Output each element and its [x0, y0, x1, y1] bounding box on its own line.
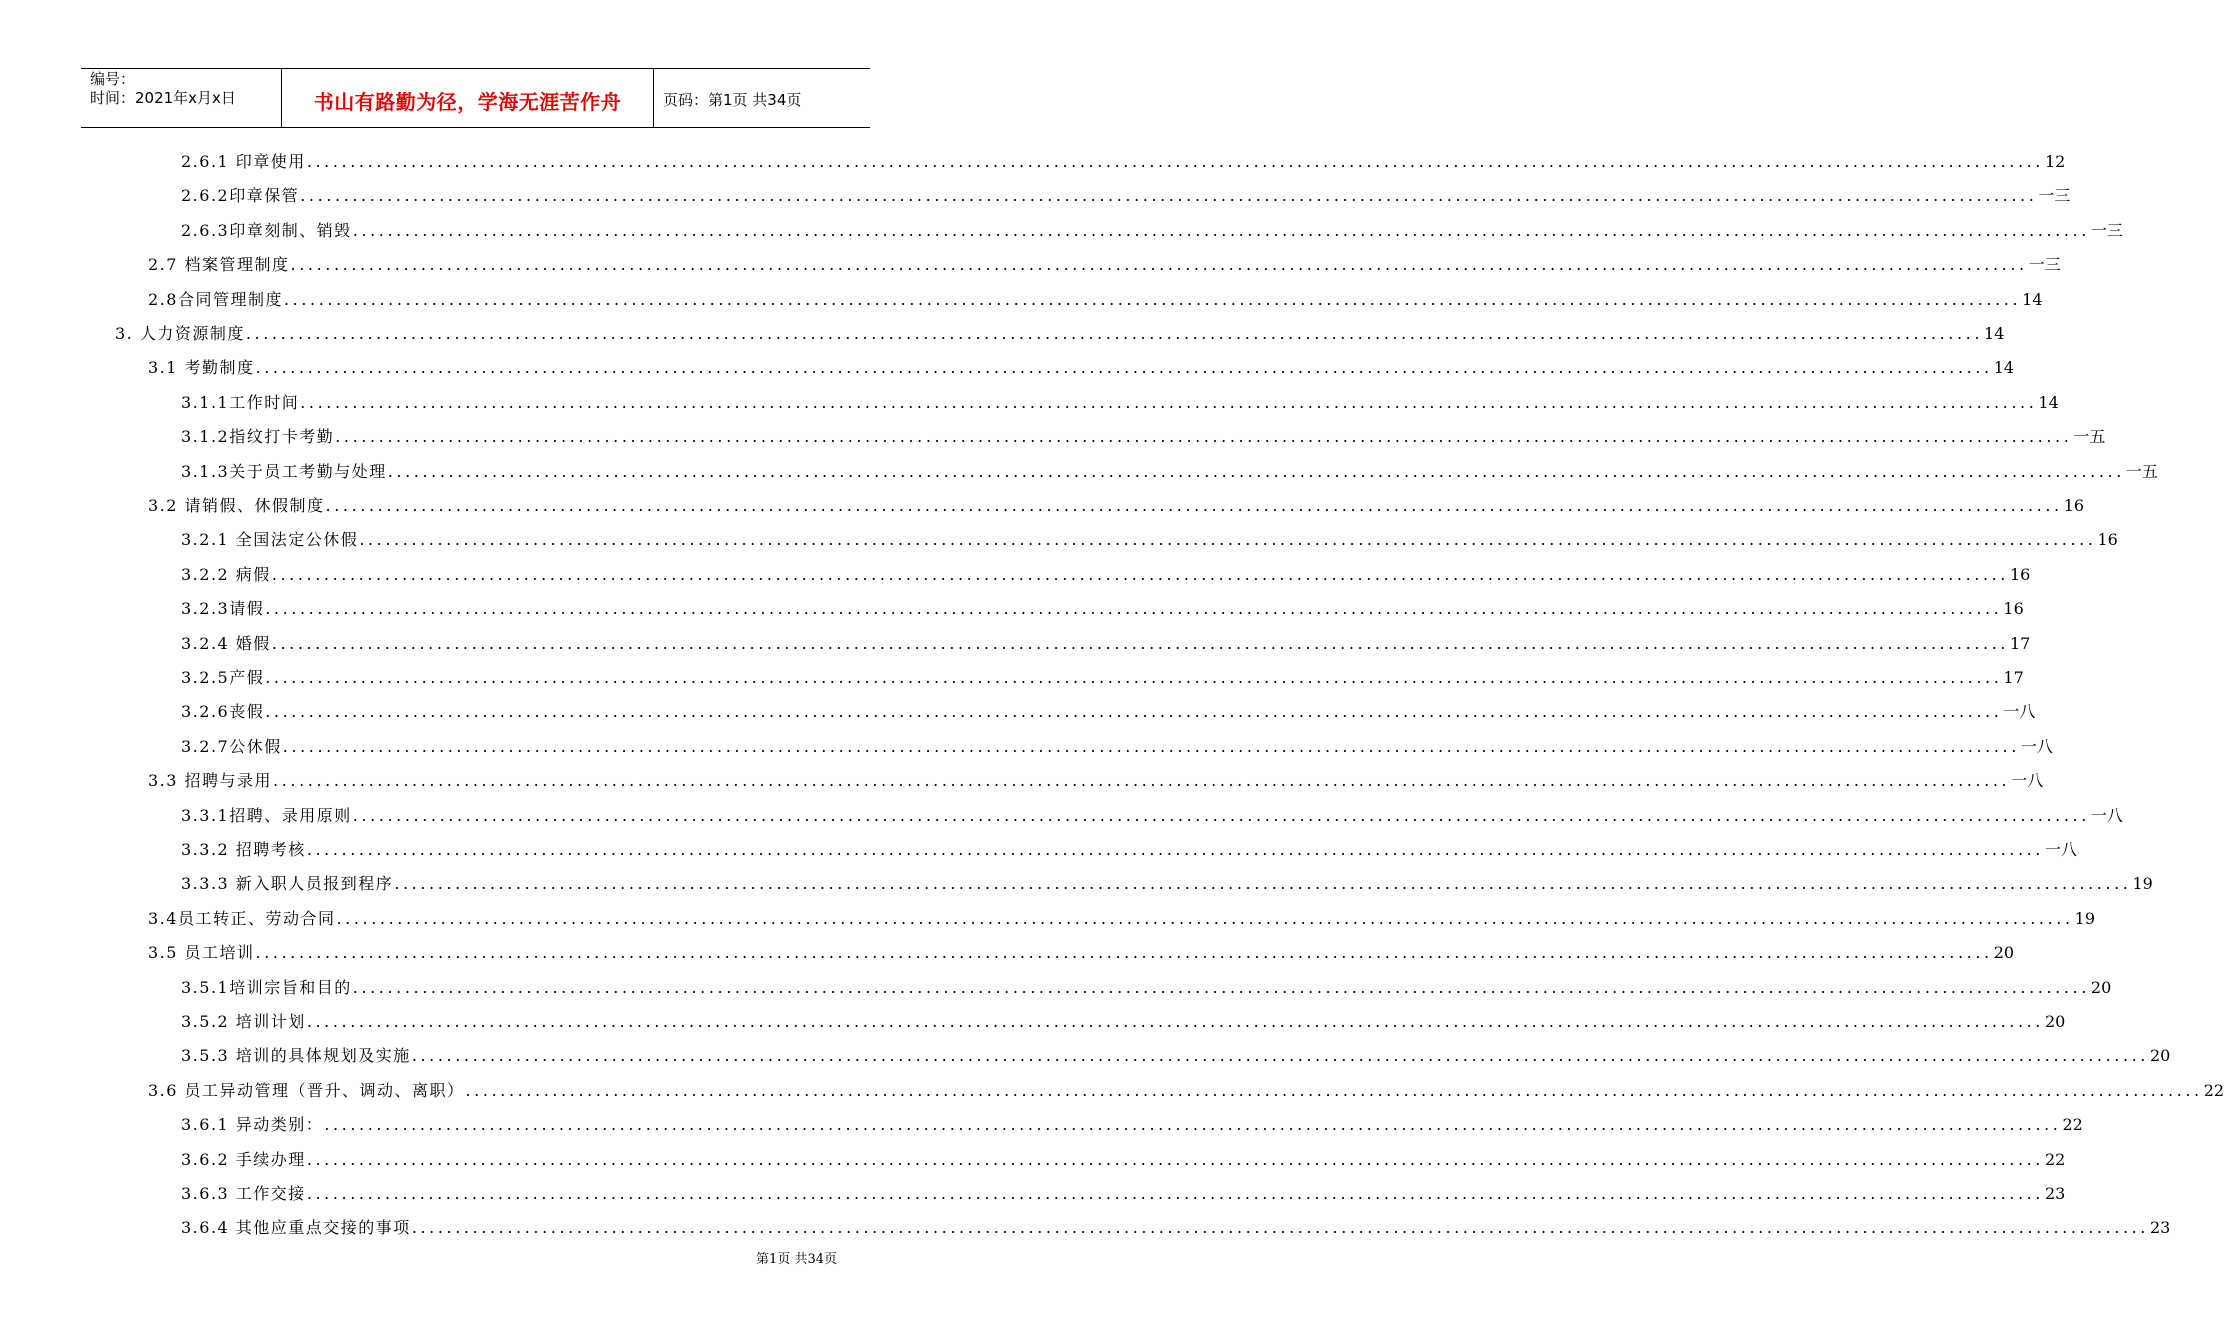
- header-motto: 书山有路勤为径，学海无涯苦作舟: [281, 69, 654, 127]
- toc-entry[interactable]: [115, 320, 2005, 344]
- toc-entry-label: 3.2.5产假: [181, 668, 265, 687]
- toc-dot-leader: ........................................................................................................................................................................................................: [394, 874, 2132, 894]
- toc-dot-leader: ........................................................................................................................................................................................................: [352, 977, 2090, 997]
- toc-entry[interactable]: [181, 974, 2112, 998]
- toc-dot-leader: ........................................................................................................................................................................................................: [300, 392, 2038, 412]
- toc-entry-page: 19: [2074, 908, 2095, 928]
- toc-dot-leader: ........................................................................................................................................................................................................: [265, 668, 2003, 687]
- toc-entry-label: 3.1 考勤制度: [148, 358, 255, 378]
- toc-entry[interactable]: [181, 182, 2071, 206]
- toc-entry-page: 一三: [2090, 220, 2123, 240]
- toc-dot-leader: ........................................................................................................................................................................................................: [255, 943, 1993, 963]
- toc-dot-leader: ........................................................................................................................................................................................................: [306, 1184, 2044, 1203]
- toc-entry-page: 23: [2045, 1184, 2066, 1203]
- toc-entry[interactable]: [181, 148, 2066, 172]
- toc-entry[interactable]: [181, 802, 2123, 826]
- toc-dot-leader: ........................................................................................................................................................................................................: [387, 461, 2125, 481]
- header-left-cell: [81, 69, 281, 127]
- toc-entry-label: 3.5 员工培训: [148, 943, 255, 963]
- toc-entry-label: 3.1.3关于员工考勤与处理: [181, 461, 387, 481]
- toc-entry-label: 3.3 招聘与录用: [148, 771, 273, 791]
- toc-entry[interactable]: [181, 458, 2158, 482]
- toc-entry-label: 3.2.7公休假: [181, 736, 282, 756]
- toc-entry[interactable]: [181, 630, 2031, 654]
- toc-entry-page: 20: [2090, 977, 2112, 997]
- toc-entry[interactable]: [181, 423, 2106, 447]
- toc-dot-leader: ........................................................................................................................................................................................................: [271, 564, 2009, 584]
- toc-entry[interactable]: [181, 1008, 2066, 1032]
- number-label: 编号：: [90, 70, 136, 88]
- toc-dot-leader: ........................................................................................................................................................................................................: [265, 599, 2003, 619]
- toc-entry[interactable]: [148, 1077, 2224, 1101]
- toc-entry[interactable]: [181, 561, 2031, 585]
- toc-entry-page: 19: [2132, 874, 2153, 894]
- toc-dot-leader: ........................................................................................................................................................................................................: [265, 702, 2003, 722]
- toc-entry-page: 17: [2010, 633, 2031, 653]
- toc-entry-label: 3.6.1 异动类别：: [181, 1115, 324, 1135]
- toc-entry[interactable]: [181, 1180, 2066, 1204]
- toc-entry-label: 3.6.2 手续办理: [181, 1149, 306, 1169]
- toc-dot-leader: ........................................................................................................................................................................................................: [324, 1115, 2062, 1135]
- toc-entry[interactable]: [181, 526, 2118, 550]
- toc-entry-page: 16: [2010, 564, 2031, 584]
- toc-entry-page: 17: [2003, 668, 2024, 687]
- toc-entry-label: 3. 人力资源制度: [115, 324, 245, 343]
- toc-entry-label: 3.3.3 新入职人员报到程序: [181, 874, 394, 894]
- toc-entry[interactable]: [181, 389, 2059, 413]
- toc-dot-leader: ........................................................................................................................................................................................................: [359, 530, 2097, 550]
- toc-dot-leader: ........................................................................................................................................................................................................: [306, 840, 2044, 859]
- toc-entry-label: 2.6.2印章保管: [181, 186, 300, 206]
- toc-dot-leader: ........................................................................................................................................................................................................: [306, 152, 2044, 171]
- toc-entry-page: 20: [2150, 1046, 2171, 1066]
- toc-entry-label: 3.1.1工作时间: [181, 392, 300, 412]
- toc-entry-label: 3.6.4 其他应重点交接的事项: [181, 1218, 411, 1238]
- toc-entry[interactable]: [181, 698, 2036, 722]
- toc-entry[interactable]: [181, 870, 2153, 894]
- document-header: [81, 68, 870, 128]
- toc-entry-page: 16: [2097, 530, 2118, 550]
- toc-entry[interactable]: [148, 492, 2085, 516]
- toc-entry[interactable]: [148, 354, 2015, 378]
- toc-dot-leader: ........................................................................................................................................................................................................: [271, 633, 2009, 653]
- toc-entry-page: 一八: [2011, 771, 2044, 791]
- toc-entry-page: 一八: [2020, 736, 2053, 756]
- toc-entry[interactable]: [181, 1042, 2171, 1066]
- toc-entry[interactable]: [181, 217, 2123, 241]
- toc-entry-label: 3.6 员工异动管理（晋升、调动、离职）: [148, 1080, 465, 1100]
- toc-entry[interactable]: [181, 595, 2024, 619]
- footer-page-info: 第1页 共34页: [756, 1252, 837, 1267]
- toc-entry-page: 一三: [2028, 255, 2061, 275]
- toc-entry[interactable]: [181, 836, 2078, 860]
- toc-entry[interactable]: [181, 664, 2024, 688]
- toc-entry-page: 22: [2045, 1149, 2066, 1169]
- toc-dot-leader: ........................................................................................................................................................................................................: [282, 736, 2020, 756]
- toc-entry[interactable]: [148, 939, 2015, 963]
- toc-entry[interactable]: [181, 733, 2053, 757]
- toc-dot-leader: ........................................................................................................................................................................................................: [335, 427, 2073, 447]
- toc-entry-label: 2.7 档案管理制度: [148, 255, 290, 275]
- toc-entry-label: 3.2.4 婚假: [181, 633, 271, 653]
- toc-dot-leader: ........................................................................................................................................................................................................: [325, 496, 2063, 515]
- toc-entry-page: 14: [1993, 358, 2015, 378]
- toc-entry-label: 3.2.1 全国法定公休假: [181, 530, 359, 550]
- toc-entry[interactable]: [148, 905, 2095, 929]
- time-label: 时间：2021年x月x日: [90, 89, 236, 107]
- toc-entry-page: 一八: [2003, 702, 2036, 722]
- toc-dot-leader: ........................................................................................................................................................................................................: [273, 771, 2011, 791]
- toc-dot-leader: ........................................................................................................................................................................................................: [336, 908, 2074, 928]
- toc-entry[interactable]: [181, 1111, 2083, 1135]
- toc-entry-label: 2.8合同管理制度: [148, 289, 283, 309]
- toc-entry-label: 3.5.2 培训计划: [181, 1012, 306, 1031]
- toc-dot-leader: ........................................................................................................................................................................................................: [283, 289, 2022, 309]
- toc-entry-label: 3.2.6丧假: [181, 702, 265, 722]
- toc-entry-page: 一五: [2073, 427, 2106, 447]
- toc-dot-leader: ........................................................................................................................................................................................................: [352, 220, 2090, 240]
- toc-entry-label: 3.1.2指纹打卡考勤: [181, 427, 335, 447]
- toc-entry-page: 一八: [2045, 840, 2078, 859]
- toc-dot-leader: ........................................................................................................................................................................................................: [300, 186, 2038, 206]
- toc-entry-label: 3.5.1培训宗旨和目的: [181, 977, 352, 997]
- toc-dot-leader: ........................................................................................................................................................................................................: [411, 1218, 2149, 1238]
- toc-entry-page: 22: [2203, 1080, 2224, 1100]
- toc-dot-leader: ........................................................................................................................................................................................................: [411, 1046, 2149, 1066]
- toc-entry[interactable]: [148, 286, 2043, 310]
- toc-dot-leader: ........................................................................................................................................................................................................: [306, 1012, 2044, 1031]
- toc-dot-leader: ........................................................................................................................................................................................................: [245, 324, 1984, 343]
- toc-entry-label: 3.2.3请假: [181, 599, 265, 619]
- toc-entry-label: 3.4员工转正、劳动合同: [148, 908, 336, 928]
- toc-entry-page: 20: [2045, 1012, 2066, 1031]
- toc-entry-label: 3.3.1招聘、录用原则: [181, 805, 352, 825]
- toc-entry[interactable]: [181, 1146, 2066, 1170]
- toc-entry-page: 22: [2062, 1115, 2083, 1135]
- toc-entry-label: 2.6.3印章刻制、销毁: [181, 220, 352, 240]
- toc-dot-leader: ........................................................................................................................................................................................................: [352, 805, 2090, 825]
- toc-entry-label: 3.3.2 招聘考核: [181, 840, 306, 859]
- toc-dot-leader: ........................................................................................................................................................................................................: [306, 1149, 2044, 1169]
- toc-entry-page: 20: [1993, 943, 2015, 963]
- toc-entry[interactable]: [148, 251, 2061, 275]
- toc-entry-page: 14: [2022, 289, 2043, 309]
- toc-entry-page: 12: [2045, 152, 2066, 171]
- toc-entry-page: 一八: [2090, 805, 2123, 825]
- toc-entry[interactable]: [148, 767, 2044, 791]
- toc-entry-page: 一五: [2125, 461, 2158, 481]
- toc-entry-label: 3.2 请销假、休假制度: [148, 496, 325, 515]
- toc-dot-leader: ........................................................................................................................................................................................................: [290, 255, 2028, 275]
- toc-entry[interactable]: [181, 1214, 2171, 1238]
- toc-entry-label: 3.5.3 培训的具体规划及实施: [181, 1046, 411, 1066]
- toc-entry-page: 23: [2150, 1218, 2171, 1238]
- toc-entry-page: 14: [2038, 392, 2059, 412]
- toc-dot-leader: ........................................................................................................................................................................................................: [465, 1080, 2203, 1100]
- toc-entry-page: 16: [2063, 496, 2085, 515]
- toc-entry-page: 14: [1984, 324, 2005, 343]
- toc-entry-page: 一三: [2038, 186, 2071, 206]
- toc-entry-label: 3.6.3 工作交接: [181, 1184, 306, 1203]
- toc-entry-label: 2.6.1 印章使用: [181, 152, 306, 171]
- header-page-info: 页码：第1页 共34页: [663, 90, 802, 109]
- toc-dot-leader: ........................................................................................................................................................................................................: [255, 358, 1993, 378]
- toc-entry-label: 3.2.2 病假: [181, 564, 271, 584]
- toc-entry-page: 16: [2003, 599, 2024, 619]
